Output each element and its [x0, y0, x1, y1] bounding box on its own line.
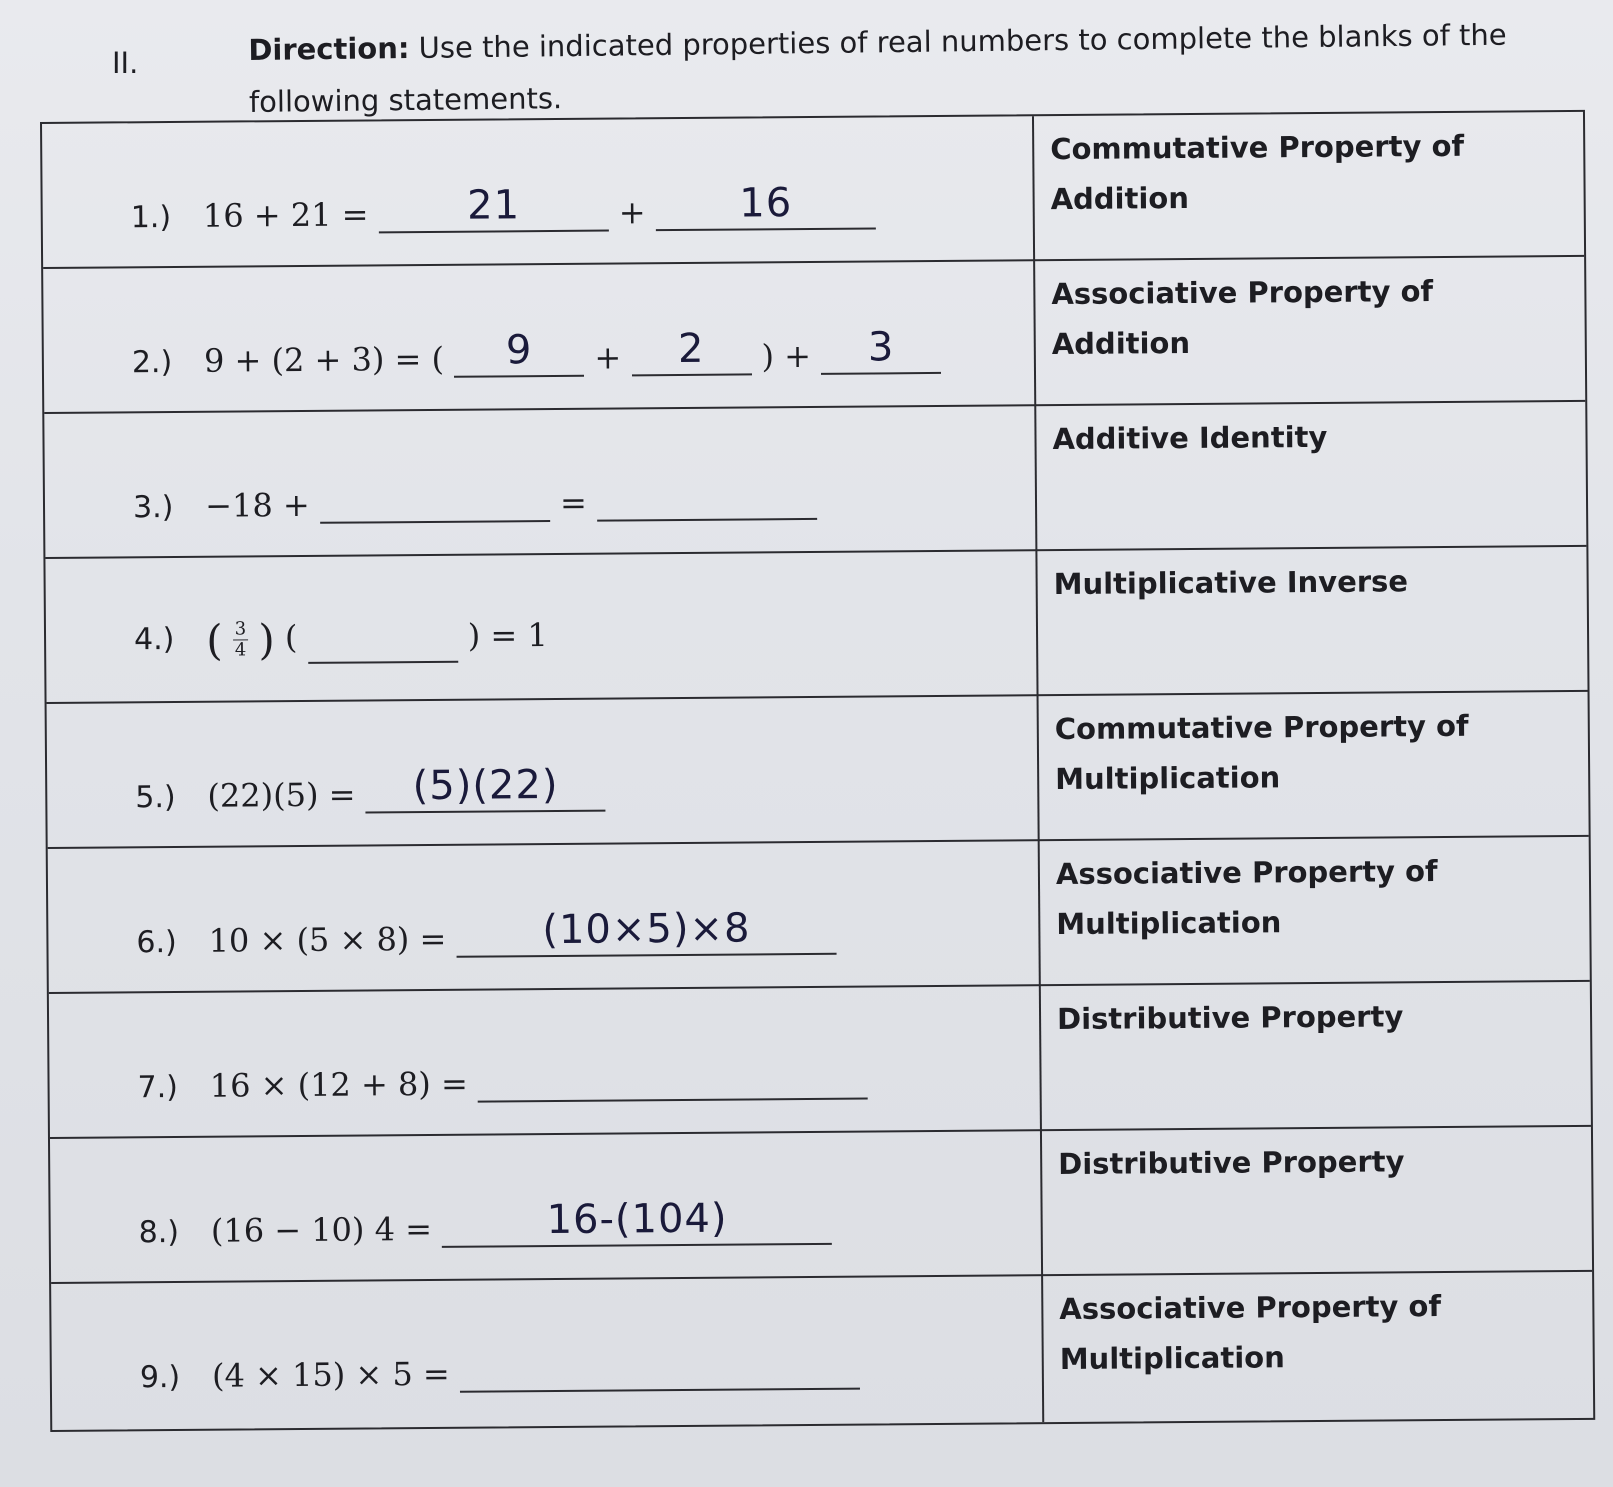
- property-label: Multiplicative Inverse: [1053, 564, 1409, 602]
- expression: ) +: [761, 336, 812, 376]
- handwritten-answer: (10×5)×8: [542, 905, 751, 954]
- expression: 9 + (2 + 3) = (: [203, 339, 445, 380]
- item-number: 6.): [136, 924, 177, 961]
- expression: (: [284, 617, 298, 657]
- answer-blank[interactable]: [454, 327, 584, 378]
- item-number: 3.): [132, 489, 174, 526]
- table-row: [47, 692, 1589, 849]
- property-label: Associative Property of Multiplication: [1055, 854, 1438, 942]
- item-number: 9.): [139, 1359, 181, 1396]
- answer-blank[interactable]: [442, 1195, 832, 1248]
- fraction: [233, 619, 249, 660]
- handwritten-answer: 3: [867, 324, 895, 371]
- direction-label: Direction:: [248, 31, 410, 67]
- section-number: II.: [112, 46, 139, 80]
- expression: 16 + 21 =: [202, 195, 369, 235]
- statement: [131, 324, 942, 381]
- expression: +: [618, 193, 646, 232]
- direction-body: Use the indicated properties of real numbers to complete the blanks of the following statements.: [248, 17, 1507, 119]
- statement: [133, 480, 817, 525]
- expression: (22)(5) =: [207, 775, 356, 815]
- item-number: 8.): [138, 1214, 180, 1251]
- statement: [135, 761, 606, 816]
- item-number: 5.): [135, 779, 176, 816]
- table-row: [51, 1272, 1593, 1432]
- answer-blank[interactable]: [456, 905, 836, 958]
- expression: +: [594, 338, 622, 377]
- right-paren: ): [258, 615, 276, 665]
- property-label: Associative Property of Addition: [1051, 274, 1434, 362]
- handwritten-answer: 16-(104): [546, 1195, 728, 1244]
- handwritten-answer: 9: [505, 327, 533, 374]
- item-number: 7.): [137, 1069, 179, 1106]
- table-row: [50, 1127, 1592, 1284]
- left-paren: (: [206, 615, 223, 665]
- table-row: [42, 112, 1584, 269]
- answer-blank[interactable]: [631, 325, 751, 376]
- statement: [130, 180, 876, 236]
- answer-blank[interactable]: [320, 482, 550, 524]
- expression: −18 +: [205, 485, 310, 525]
- handwritten-answer: (5)(22): [412, 761, 559, 810]
- handwritten-answer: 2: [677, 325, 705, 372]
- fraction-denominator: 4: [234, 639, 247, 661]
- fraction-numerator: 3: [234, 618, 247, 640]
- handwritten-answer: 16: [739, 180, 793, 227]
- expression: (4 × 15) × 5 =: [211, 1354, 450, 1395]
- statement: [138, 1195, 833, 1251]
- table-row: [44, 402, 1586, 559]
- expression: 10 × (5 × 8) =: [208, 919, 447, 960]
- statement: [137, 1060, 868, 1106]
- answer-blank[interactable]: [821, 324, 941, 375]
- statement: [140, 1350, 860, 1396]
- property-label: Commutative Property of Multiplication: [1054, 708, 1469, 797]
- table-row: [48, 837, 1590, 994]
- statement: [136, 905, 836, 961]
- property-label: Distributive Property: [1056, 999, 1404, 1037]
- item-number: 1.): [130, 199, 172, 236]
- property-label: Distributive Property: [1058, 1144, 1405, 1182]
- property-label: Associative Property of Multiplication: [1059, 1289, 1442, 1377]
- statement: [134, 613, 548, 665]
- answer-blank[interactable]: [460, 1350, 860, 1393]
- expression: (16 − 10) 4 =: [210, 1209, 433, 1250]
- answer-blank[interactable]: [656, 180, 876, 231]
- table-row: [43, 257, 1585, 414]
- answer-blank[interactable]: [378, 182, 608, 234]
- answer-blank[interactable]: [365, 761, 605, 814]
- answer-blank[interactable]: [478, 1060, 868, 1103]
- direction-text: [248, 9, 1509, 128]
- exercise-table: [40, 110, 1595, 1432]
- property-label: Additive Identity: [1052, 419, 1328, 457]
- item-number: 2.): [131, 344, 173, 381]
- item-number: 4.): [133, 621, 175, 658]
- table-row: [45, 547, 1587, 704]
- property-label: Commutative Property of Addition: [1050, 128, 1465, 217]
- expression: 16 × (12 + 8) =: [209, 1064, 468, 1105]
- expression: =: [559, 483, 587, 522]
- answer-blank[interactable]: [308, 623, 458, 664]
- answer-blank[interactable]: [597, 480, 817, 522]
- table-row: [49, 982, 1591, 1139]
- expression: ) = 1: [467, 616, 548, 655]
- handwritten-answer: 21: [466, 182, 521, 229]
